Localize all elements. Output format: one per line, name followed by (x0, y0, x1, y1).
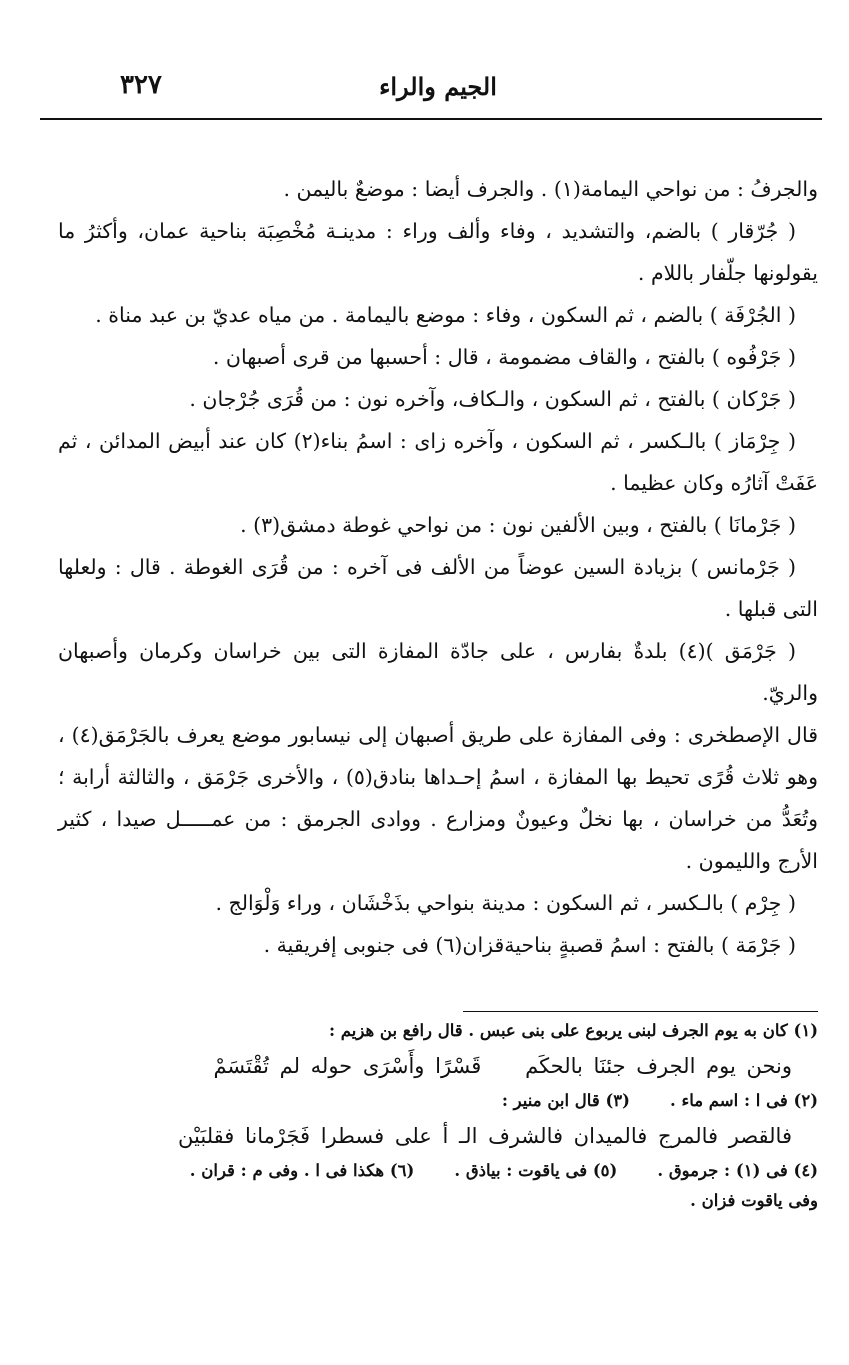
document-page (58, 68, 818, 1210)
footnote-row (58, 1086, 818, 1116)
verse-hemistich: فالقصر فالمرج فالميدان فالشرف الـ (459, 1124, 792, 1148)
entry-paragraph: ( جَرْفُوه ) بالفتح ، والقاف مضمومة ، قال : أحسبها من قرى أصبهان . (212, 345, 796, 369)
footnote-row (58, 1156, 818, 1186)
verse-hemistich: قَسْرًا وأَسْرَى حوله لم تُقْتَسَمْ (213, 1054, 482, 1078)
footnote-2: (٢) فى ا : اسم ماء . (669, 1091, 818, 1110)
footnotes (58, 1016, 818, 1216)
entry-paragraph: ( الجُرْفَة ) بالضم ، ثم السكون ، وفاء : موضع باليمامة . من مياه عديّ بن عبد مناة . (95, 303, 796, 327)
footnote-3: (٣) قال ابن منير : (501, 1091, 630, 1110)
verse-hemistich: ونحن يوم الجرف جئنَا بالحكَم (525, 1054, 792, 1078)
footnote-rule (463, 1011, 818, 1012)
main-text (58, 168, 818, 966)
footnote-verse-1 (58, 1046, 818, 1086)
verse-hemistich: أ على فسطرا فَجَرْمانا فقلبَيْن (178, 1124, 449, 1148)
footnote-1: (١) كان به يوم الجرف لبنى يربوع على بنى عبس . قال رافع بن هزيم : (328, 1021, 818, 1040)
footnote-verse-2 (58, 1116, 818, 1156)
footnote-6: (٦) هكذا فى ا . وفى م : قران . (189, 1161, 415, 1180)
entry-paragraph: ( جَرْمانَا ) بالفتح ، وبين الألفين نون : من نواحي غوطة دمشق(٣) . (240, 513, 796, 537)
entry-paragraph: ( جِرْمَاز ) بالـكسر ، ثم السكون ، وآخره زاى : اسمُ بناء(٢) كان عند أبيض المدائن ، ثم عَفَتْ آثارُه وكان عظيما . (58, 429, 818, 495)
footnote-4: (٤) فى (١) : جرموق . (657, 1161, 818, 1180)
page-header (58, 68, 818, 108)
running-title: الجيم والراء (379, 72, 497, 101)
entry-paragraph: ( جَرْمَق )(٤) بلدةٌ بفارس ، على جادّة المفازة التى بين خراسان وكرمان وأصبهان والريّ. (58, 639, 818, 705)
entry-paragraph: ( جُرّقار ) بالضم، والتشديد ، وفاء وألف وراء : مدينـة مُخْصِبَة بناحية عمان، وأكثرُ ما يقولونها جلّفار باللام . (58, 219, 818, 285)
paragraph: والجرفُ : من نواحي اليمامة(١) . والجرف أيضا : موضعٌ باليمن . (283, 177, 818, 201)
entry-paragraph: ( جَرْكان ) بالفتح ، ثم السكون ، والـكاف، وآخره نون : من قُرَى جُرْجان . (189, 387, 796, 411)
entry-paragraph: ( جَرْمانس ) بزيادة السين عوضاً من الألف فى آخره : من قُرَى الغوطة . قال : ولعلها التى قبلها . (58, 555, 818, 621)
footnote-5: (٥) فى ياقوت : بياذق . (454, 1161, 618, 1180)
entry-paragraph: ( جِرْم ) بالـكسر ، ثم السكون : مدينة بنواحي بذَخْشَان ، وراء وَلْوَالج . (215, 891, 796, 915)
footnote-6-continued: وفى ياقوت فزان . (690, 1191, 818, 1210)
page-number: ٣٢٧ (120, 70, 162, 100)
entry-paragraph: ( جَرْمَة ) بالفتح : اسمُ قصبةٍ بناحيةقزان(٦) فى جنوبى إفريقية . (263, 933, 796, 957)
header-rule (40, 118, 822, 120)
paragraph: قال الإصطخرى : وفى المفازة على طريق أصبهان إلى نيسابور موضع يعرف بالجَرْمَق(٤) ، وهو ثلاث قُرًى تحيط بها المفازة ، اسمُ إحـداها بنادق(٥) ، والأخرى جَرْمَق ، والثالثة أرابة ؛ وتُعَدُّ من خراسان ، بها نخلٌ وعيونٌ ومزارع . ووادى الجرمق : من عمـــــل صيدا ، كثير الأرج والليمون . (58, 723, 818, 873)
